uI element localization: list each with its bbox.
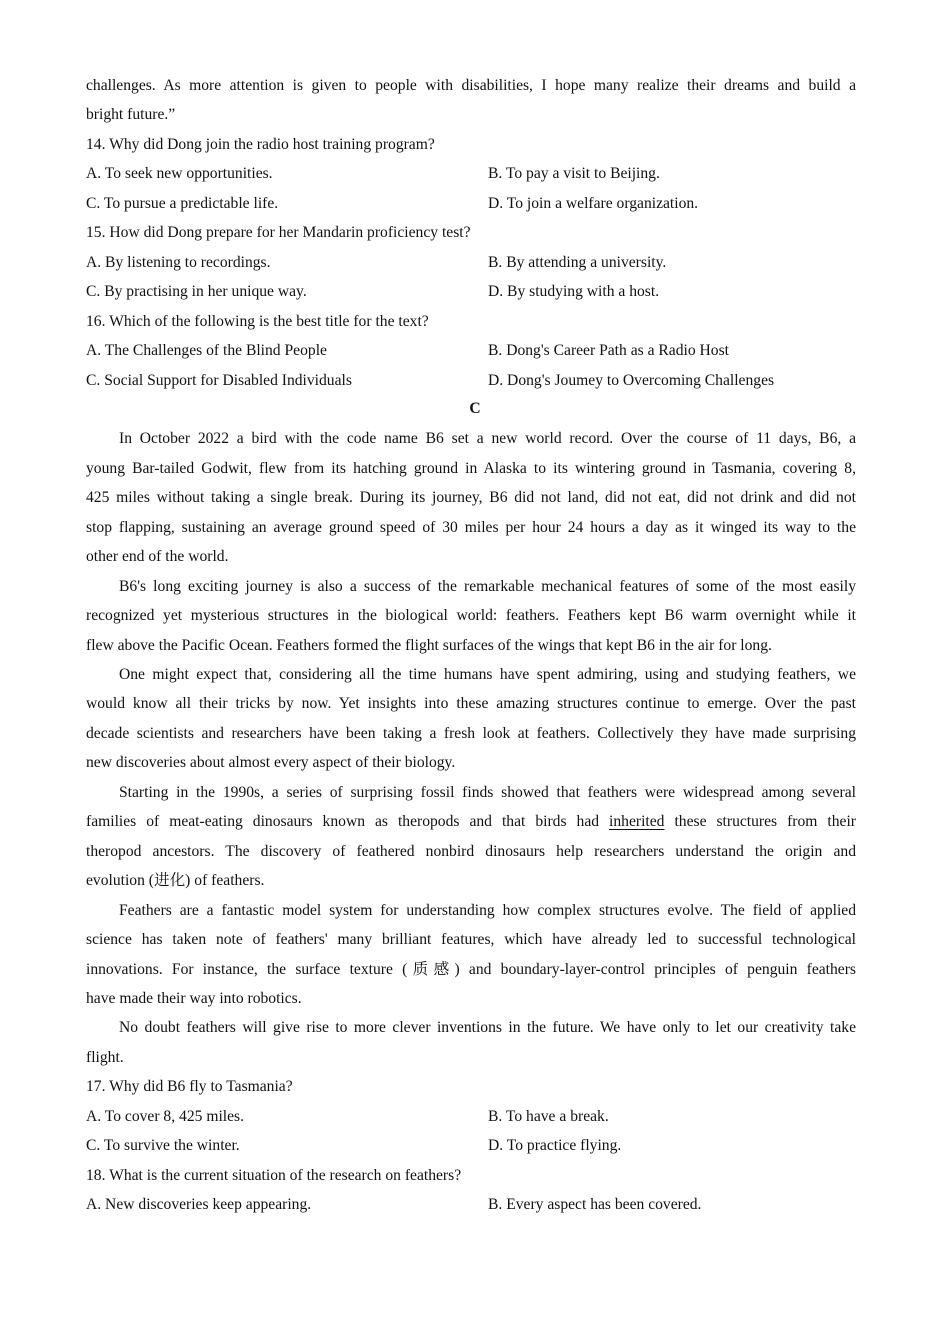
paragraph-line: bright future.” [86, 106, 176, 124]
question-stem: 16. Which of the following is the best title for the text? [86, 312, 429, 330]
paragraph-line: have made their way into robotics. [86, 989, 302, 1007]
paragraph-line: would know all their tricks by now. Yet insights into these amazing structures continue to emerge. Over the past [86, 695, 856, 713]
paragraph-line: evolution (进化) of feathers. [86, 872, 265, 890]
answer-option: C. By practising in her unique way. [86, 283, 307, 301]
answer-option: D. To practice flying. [488, 1137, 622, 1155]
question-stem: 14. Why did Dong join the radio host training program? [86, 135, 435, 153]
answer-option: B. Dong's Career Path as a Radio Host [488, 342, 730, 360]
paragraph-line: challenges. As more attention is given to people with disabilities, I hope many realize their dreams and build a [86, 77, 856, 94]
answer-option: B. To pay a visit to Beijing. [488, 165, 660, 183]
answer-option: C. To survive the winter. [86, 1137, 240, 1155]
text-segment: families of meat-eating dinosaurs known as theropods and that birds had [86, 813, 610, 831]
paragraph-line: decade scientists and researchers have been taking a fresh look at feathers. Collectively they have made surprising [86, 724, 856, 742]
paragraph-line: B6's long exciting journey is also a success of the remarkable mechanical features of some of the most easily [119, 577, 856, 595]
paragraph-line: theropod ancestors. The discovery of feathered nonbird dinosaurs help researchers understand the origin and [86, 842, 856, 860]
paragraph-line: Starting in the 1990s, a series of surprising fossil finds showed that feathers were widespread among several [119, 783, 856, 801]
answer-option: C. To pursue a predictable life. [86, 194, 279, 212]
answer-option: A. New discoveries keep appearing. [86, 1196, 312, 1214]
paragraph-line [86, 812, 856, 832]
section-label: C [469, 399, 481, 417]
answer-option: A. By listening to recordings. [86, 253, 271, 271]
answer-option: B. By attending a university. [488, 253, 667, 271]
answer-option: B. Every aspect has been covered. [488, 1196, 702, 1214]
answer-option: B. To have a break. [488, 1107, 609, 1125]
paragraph-line: One might expect that, considering all the time humans have spent admiring, using and studying feathers, we [119, 666, 856, 683]
paragraph-line: No doubt feathers will give rise to more clever inventions in the future. We have only to let our creativity take [119, 1019, 856, 1037]
paragraph-line: stop flapping, sustaining an average ground speed of 30 miles per hour 24 hours a day as it winged its way to the [86, 518, 856, 536]
question-stem: 18. What is the current situation of the research on feathers? [86, 1166, 462, 1184]
text-segment: these structures from their [664, 813, 856, 831]
answer-option: C. Social Support for Disabled Individuals [86, 371, 352, 389]
paragraph-line: innovations. For instance, the surface texture (质感) and boundary-layer-control principles of penguin feathers [86, 960, 856, 978]
paragraph-line: In October 2022 a bird with the code name B6 set a new world record. Over the course of 11 days, B6, a [119, 430, 856, 448]
paragraph-line: 425 miles without taking a single break. During its journey, B6 did not land, did not eat, did not drink and did not [86, 489, 856, 507]
answer-option: A. To cover 8, 425 miles. [86, 1107, 245, 1125]
paragraph-line: science has taken note of feathers' many brilliant features, which have already led to successful technological [86, 931, 856, 949]
underlined-word: inherited [609, 813, 665, 831]
answer-option: D. To join a welfare organization. [488, 194, 699, 212]
question-stem: 17. Why did B6 fly to Tasmania? [86, 1078, 293, 1096]
paragraph-line: flew above the Pacific Ocean. Feathers formed the flight surfaces of the wings that kept B6 in the air for long. [86, 636, 772, 654]
paragraph-line: other end of the world. [86, 548, 229, 566]
paragraph-line: new discoveries about almost every aspect of their biology. [86, 754, 456, 772]
paragraph-line: Feathers are a fantastic model system for understanding how complex structures evolve. The field of applied [119, 901, 856, 919]
paragraph-line: flight. [86, 1048, 124, 1066]
question-stem: 15. How did Dong prepare for her Mandarin proficiency test? [86, 224, 471, 242]
paragraph-line: recognized yet mysterious structures in the biological world: feathers. Feathers kept B6 warm overnight while it [86, 607, 856, 625]
paragraph-line: young Bar-tailed Godwit, flew from its hatching ground in Alaska to its wintering ground in Tasmania, covering 8, [86, 459, 856, 477]
answer-option: A. The Challenges of the Blind People [86, 342, 327, 360]
answer-option: A. To seek new opportunities. [86, 165, 273, 183]
answer-option: D. Dong's Joumey to Overcoming Challenges [488, 371, 775, 389]
answer-option: D. By studying with a host. [488, 283, 660, 301]
